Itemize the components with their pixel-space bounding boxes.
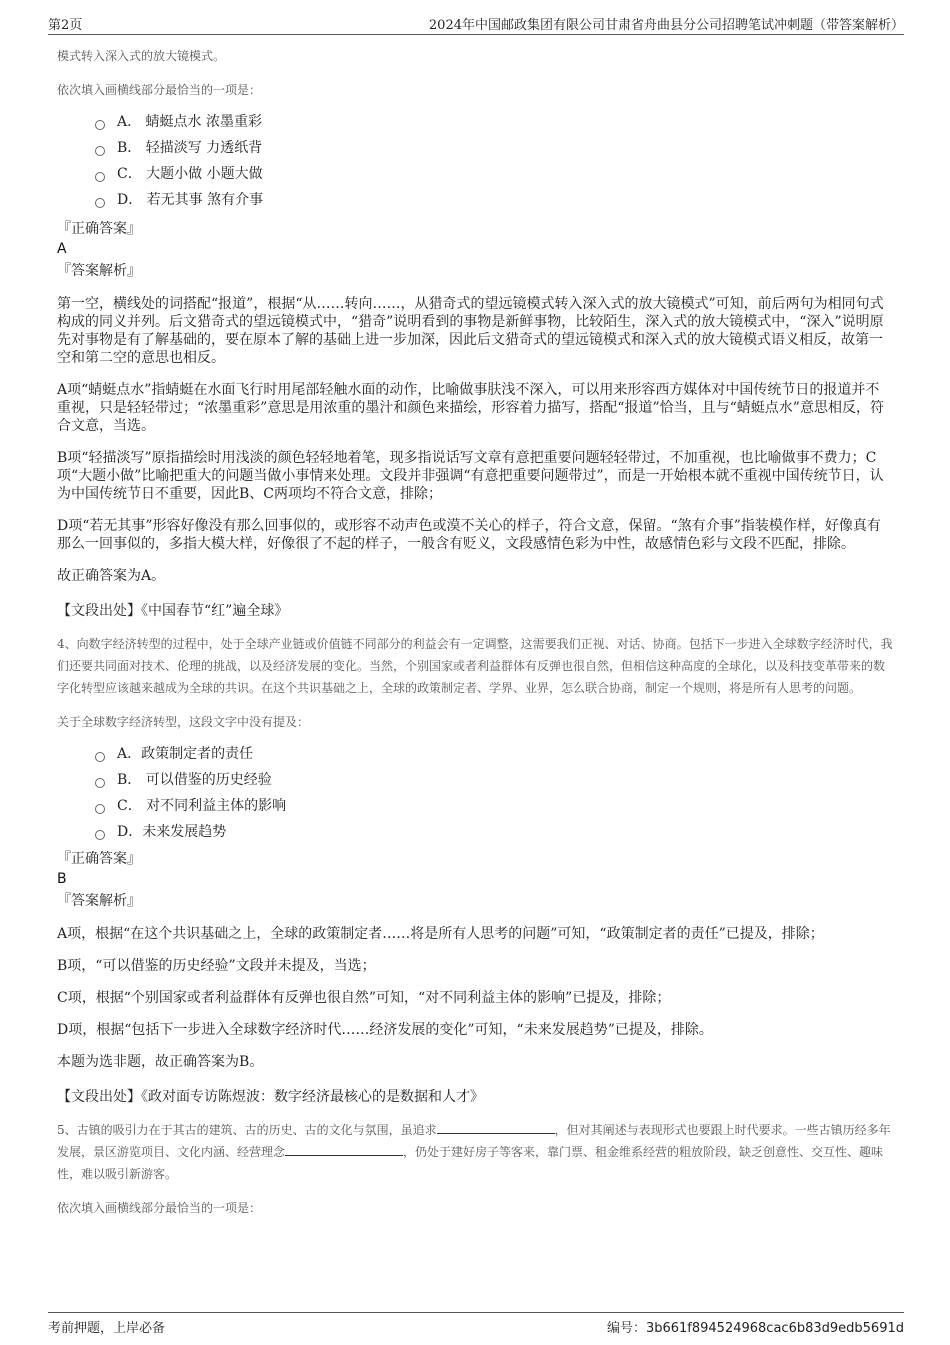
option-label: C． 大题小做 小题大做 — [117, 166, 263, 182]
q3-option-b[interactable] — [95, 135, 893, 161]
q3-analysis-label: 『答案解析』 — [57, 263, 141, 279]
q4-prompt: 关于全球数字经济转型，这段文字中没有提及： — [57, 715, 310, 729]
document-title: 2024年中国邮政集团有限公司甘肃省舟曲县分公司招聘笔试冲刺题（带答案解析） — [428, 18, 904, 33]
q4-options — [57, 741, 893, 845]
q4-analysis-label: 『答案解析』 — [57, 893, 141, 909]
page-number: 第2页 — [48, 18, 83, 33]
q4-option-a[interactable] — [95, 741, 893, 767]
radio-icon[interactable] — [95, 172, 105, 182]
q4-analysis-para: D项，根据“包括下一步进入全球数字经济时代……经济发展的变化”可知，“未来发展趋势”已提及，排除。 — [57, 1022, 713, 1038]
q4-analysis-para: C项，根据“个别国家或者利益群体有反弹也很自然”可知，“对不同利益主体的影响”已提及，排除； — [57, 990, 671, 1006]
q4-option-c[interactable] — [95, 793, 893, 819]
option-label: B． 轻描淡写 力透纸背 — [117, 140, 263, 156]
radio-icon[interactable] — [95, 198, 105, 208]
q3-correct-label: 『正确答案』 — [57, 221, 141, 237]
q5-prompt: 依次填入画横线部分最恰当的一项是： — [57, 1201, 262, 1215]
q3-analysis-para: A项“蜻蜓点水”指蜻蜓在水面飞行时用尾部轻触水面的动作，比喻做事肤浅不深入，可以用来形容西方媒体对中国传统节日的报道并不重视，只是轻轻带过；“浓墨重彩”意思是用浓重的墨汁和颜色来描绘，形容着力描写，搭配“报道”恰当，且与“蜻蜓点水”意思相反，符合文意，当选。 — [57, 382, 884, 434]
page-footer — [48, 1312, 904, 1336]
document-id-value: 3b661f894524968cac6b83d9edb5691d — [645, 1321, 904, 1336]
radio-icon[interactable] — [95, 778, 105, 788]
q5-text-3: ，仍处于建好房子等客来，靠门票、租金维系经营的粗放阶段，缺乏创意性、交互性、趣味性，难以吸引新游客。 — [57, 1145, 884, 1181]
page-header — [48, 12, 904, 35]
option-label: D．未来发展趋势 — [117, 824, 227, 840]
footer-slogan: 考前押题，上岸必备 — [48, 1321, 166, 1336]
option-label: B． 可以借鉴的历史经验 — [117, 772, 272, 788]
q3-answer: A — [57, 241, 67, 257]
fill-blank-2[interactable] — [285, 1143, 403, 1156]
document-id — [607, 1317, 904, 1336]
option-label: D． 若无其事 煞有介事 — [117, 192, 264, 208]
q4-option-b[interactable] — [95, 767, 893, 793]
document-body — [57, 45, 893, 1219]
q4-answer: B — [57, 871, 67, 887]
q4-correct-label: 『正确答案』 — [57, 851, 141, 867]
q3-analysis-para: D项“若无其事”形容好像没有那么回事似的，或形容不动声色或漠不关心的样子，符合文意，保留。“煞有介事”指装模作样，好像真有那么一回事似的，多指大模大样，好像很了不起的样子，一般含有贬义，文段感情色彩为中性，故感情色彩与文段不匹配，排除。 — [57, 518, 881, 552]
q3-option-d[interactable] — [95, 187, 893, 213]
radio-icon[interactable] — [95, 752, 105, 762]
q5-text-2: ，但对其阐述与表现形式也要跟上时代要求。一些古镇历经多年发展，景区游览项目、文化内涵、经营理念 — [57, 1123, 891, 1159]
radio-icon[interactable] — [95, 804, 105, 814]
q3-intro-tail: 模式转入深入式的放大镜模式。 — [57, 49, 226, 63]
q3-analysis-para: 第一空，横线处的词搭配“报道”，根据“从……转向……，从猎奇式的望远镜模式转入深入式的放大镜模式”可知，前后两句为相同句式构成的同义并列。后文猎奇式的望远镜模式中，“猎奇”说明看到的事物是新鲜事物，比较陌生，深入式的放大镜模式中，“深入”说明原先对事物是有了解基础的，要在原本了解的基础上进一步加深，因此后文猎奇式的望远镜模式和深入式的放大镜模式语义相反，故第一空和第二空的意思也相反。 — [57, 296, 884, 366]
q3-prompt: 依次填入画横线部分最恰当的一项是： — [57, 83, 262, 97]
q3-conclusion: 故正确答案为A。 — [57, 568, 166, 584]
q4-analysis-para: B项，“可以借鉴的历史经验”文段并未提及，当选； — [57, 958, 376, 974]
q4-source: 【文段出处】《政对面专访陈煜波：数字经济最核心的是数据和人才》 — [57, 1089, 484, 1105]
option-label: A． 蜻蜓点水 浓墨重彩 — [117, 114, 263, 130]
q4-analysis-para: A项，根据“在这个共识基础之上，全球的政策制定者……将是所有人思考的问题”可知，“政策制定者的责任”已提及，排除； — [57, 926, 824, 942]
document-id-label: 编号： — [606, 1321, 646, 1336]
q3-analysis-para: B项“轻描淡写”原指描绘时用浅淡的颜色轻轻地着笔，现多指说话写文章有意把重要问题轻轻带过，不加重视，也比喻做事不费力；C项“大题小做”比喻把重大的问题当做小事情来处理。文段并非强调“有意把重要问题带过”，而是一开始根本就不重视中国传统节日，认为中国传统节日不重要，因此B、C两项均不符合文意，排除； — [57, 450, 884, 502]
q3-option-a[interactable] — [95, 109, 893, 135]
q3-source: 【文段出处】《中国春节“红”遍全球》 — [57, 603, 289, 619]
q5-stem — [57, 1119, 893, 1185]
option-label: A．政策制定者的责任 — [117, 746, 254, 762]
radio-icon[interactable] — [95, 146, 105, 156]
option-label: C． 对不同利益主体的影响 — [117, 798, 287, 814]
q3-options — [57, 109, 893, 213]
q4-conclusion: 本题为选非题，故正确答案为B。 — [57, 1054, 264, 1070]
q3-option-c[interactable] — [95, 161, 893, 187]
radio-icon[interactable] — [95, 830, 105, 840]
radio-icon[interactable] — [95, 120, 105, 130]
q4-option-d[interactable] — [95, 819, 893, 845]
fill-blank-1[interactable] — [437, 1121, 555, 1134]
q5-text-1: 5、古镇的吸引力在于其古的建筑、古的历史、古的文化与氛围，虽追求 — [57, 1123, 437, 1137]
q4-stem: 4、向数字经济转型的过程中，处于全球产业链或价值链不同部分的利益会有一定调整，这需要我们正视、对话、协商。包括下一步进入全球数字经济时代，我们还要共同面对技术、伦理的挑战，以及经济发展的变化。当然，个别国家或者利益群体有反弹也很自然，但相信这种高度的全球化，以及科技变革带来的数字化转型应该越来越成为全球的共识。在这个共识基础之上，全球的政策制定者、学界、业界，怎么联合协商，制定一个规则，将是所有人思考的问题。 — [57, 637, 893, 695]
